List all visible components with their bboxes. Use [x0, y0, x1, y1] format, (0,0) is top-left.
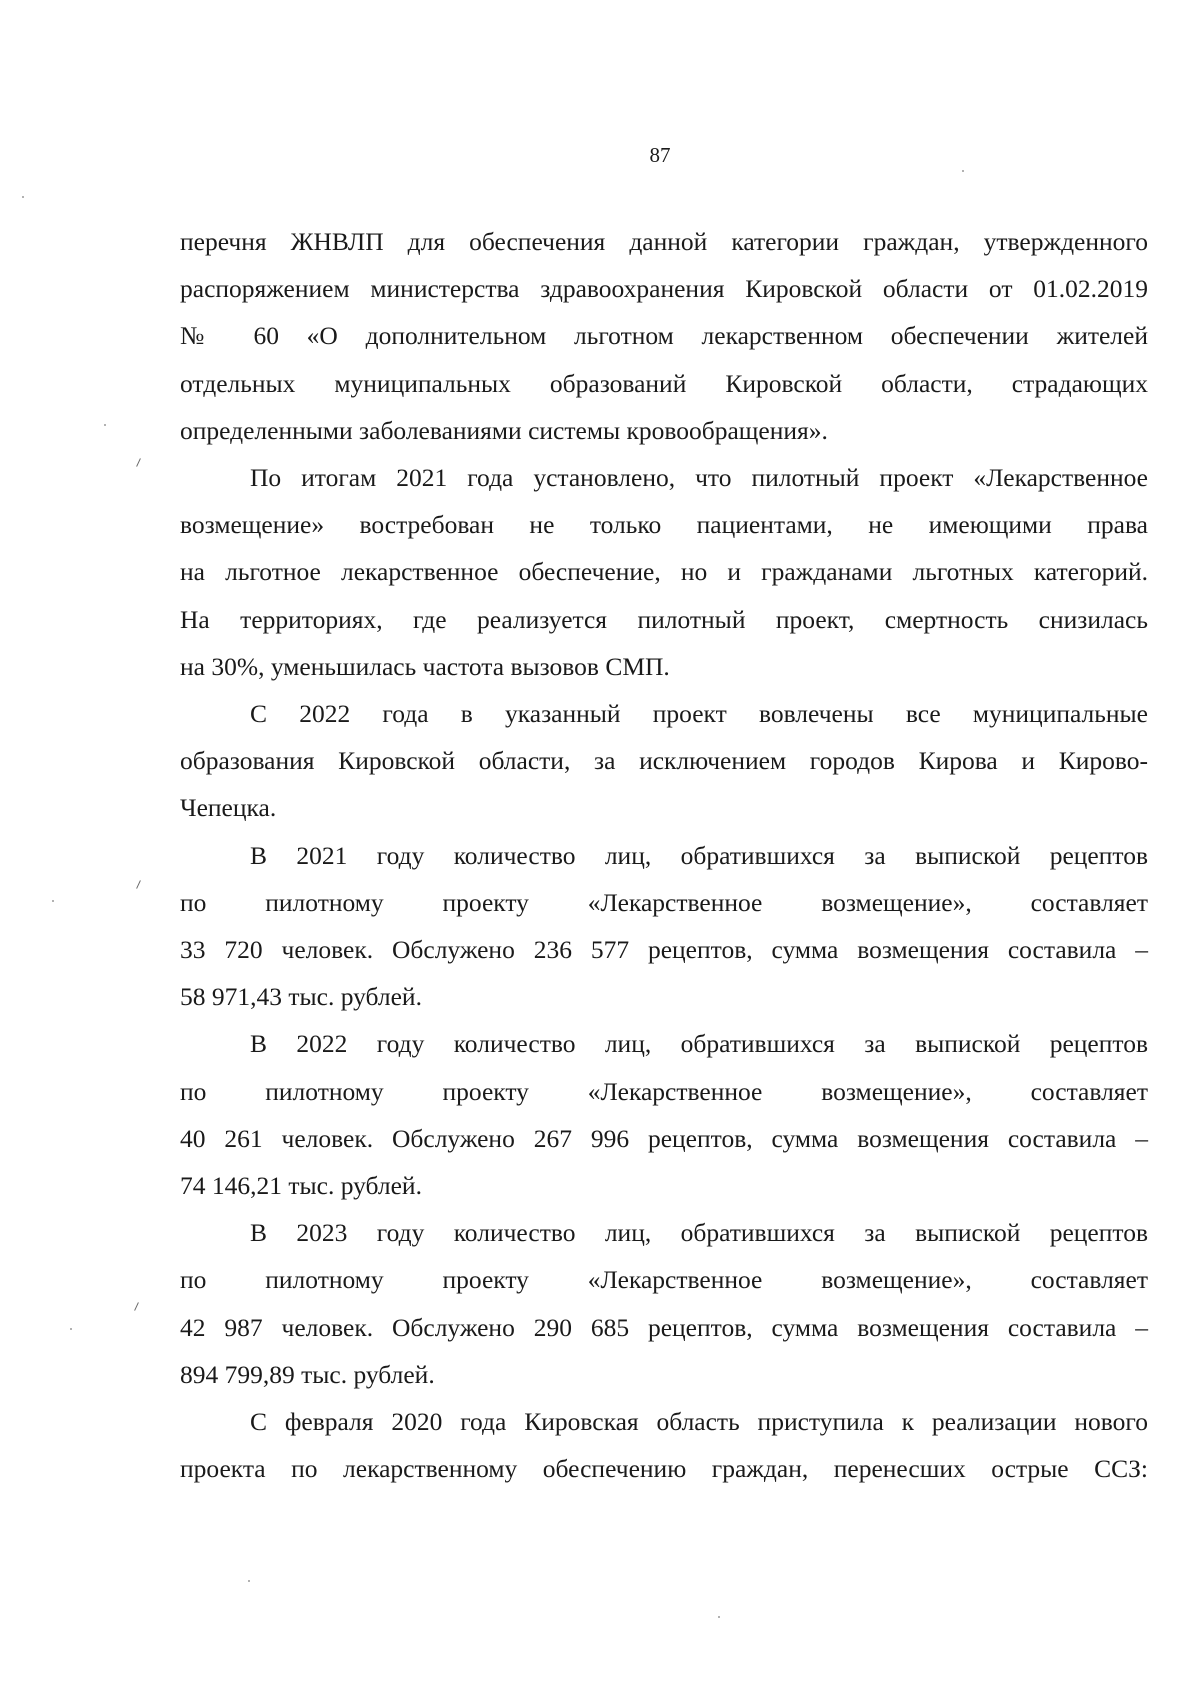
text-line: № 60 «О дополнительном льготном лекарственном обеспечении жителей: [180, 321, 1148, 351]
text-line: по пилотному проекту «Лекарственное возмещение», составляет: [180, 1265, 1148, 1295]
scan-speck: [22, 196, 24, 198]
text-line: 40 261 человек. Обслужено 267 996 рецептов, сумма возмещения составила –: [180, 1123, 1148, 1153]
scan-speck: [104, 424, 106, 426]
text-line: перечня ЖНВЛП для обеспечения данной категории граждан, утвержденного: [180, 227, 1148, 256]
text-line: определенными заболеваниями системы кровообращения».: [180, 415, 828, 445]
paragraph-pilot-results: [180, 454, 1148, 690]
paragraph-2022-stats: [180, 1020, 1148, 1209]
scan-speck: [718, 1616, 720, 1618]
scan-mark: [136, 880, 141, 889]
text-line: 42 987 человек. Обслужено 290 685 рецептов, сумма возмещения составила –: [180, 1312, 1148, 1342]
paragraph-2022-scope: [180, 690, 1148, 832]
scan-speck: [962, 170, 964, 172]
text-line: на льготное лекарственное обеспечение, но и гражданами льготных категорий.: [180, 557, 1148, 587]
paragraph-2021-stats: [180, 832, 1148, 1021]
text-line: С 2022 года в указанный проект вовлечены все муниципальные: [250, 699, 1148, 729]
scan-speck: [52, 900, 54, 902]
text-line: отдельных муниципальных образований Кировской области, страдающих: [180, 368, 1148, 398]
text-line: В 2023 году количество лиц, обратившихся за выпиской рецептов: [250, 1218, 1148, 1248]
text-line: по пилотному проекту «Лекарственное возмещение», составляет: [180, 887, 1148, 917]
text-line: Чепецка.: [180, 793, 277, 823]
scan-mark: [136, 458, 141, 467]
scan-speck: [248, 1580, 250, 1582]
paragraph-continuation: [180, 218, 1148, 454]
text-line: С февраля 2020 года Кировская область приступила к реализации нового: [250, 1407, 1148, 1437]
text-line: по пилотному проекту «Лекарственное возмещение», составляет: [180, 1076, 1148, 1106]
text-line: 58 971,43 тыс. рублей.: [180, 982, 422, 1012]
text-line: В 2021 году количество лиц, обратившихся за выпиской рецептов: [250, 840, 1148, 870]
text-line: 894 799,89 тыс. рублей.: [180, 1359, 435, 1389]
text-line: По итогам 2021 года установлено, что пилотный проект «Лекарственное: [250, 463, 1148, 493]
page-number: 87: [649, 143, 671, 167]
paragraph-2020-new-project: [180, 1398, 1148, 1492]
text-line: 33 720 человек. Обслужено 236 577 рецептов, сумма возмещения составила –: [180, 935, 1148, 965]
text-line: на 30%, уменьшилась частота вызовов СМП.: [180, 651, 670, 681]
text-line: распоряжением министерства здравоохранения Кировской области от 01.02.2019: [180, 274, 1148, 304]
text-line: возмещение» востребован не только пациентами, не имеющими права: [180, 510, 1148, 540]
text-line: проекта по лекарственному обеспечению граждан, перенесших острые ССЗ:: [180, 1454, 1148, 1484]
text-line: образования Кировской области, за исключением городов Кирова и Кирово-: [180, 746, 1148, 776]
document-body: [180, 218, 1148, 1492]
scan-speck: [70, 1328, 72, 1330]
text-line: В 2022 году количество лиц, обратившихся за выпиской рецептов: [250, 1029, 1148, 1059]
paragraph-2023-stats: [180, 1209, 1148, 1398]
text-line: 74 146,21 тыс. рублей.: [180, 1171, 422, 1201]
scan-mark: [134, 1302, 139, 1311]
text-line: На территориях, где реализуется пилотный проект, смертность снизилась: [180, 604, 1148, 634]
